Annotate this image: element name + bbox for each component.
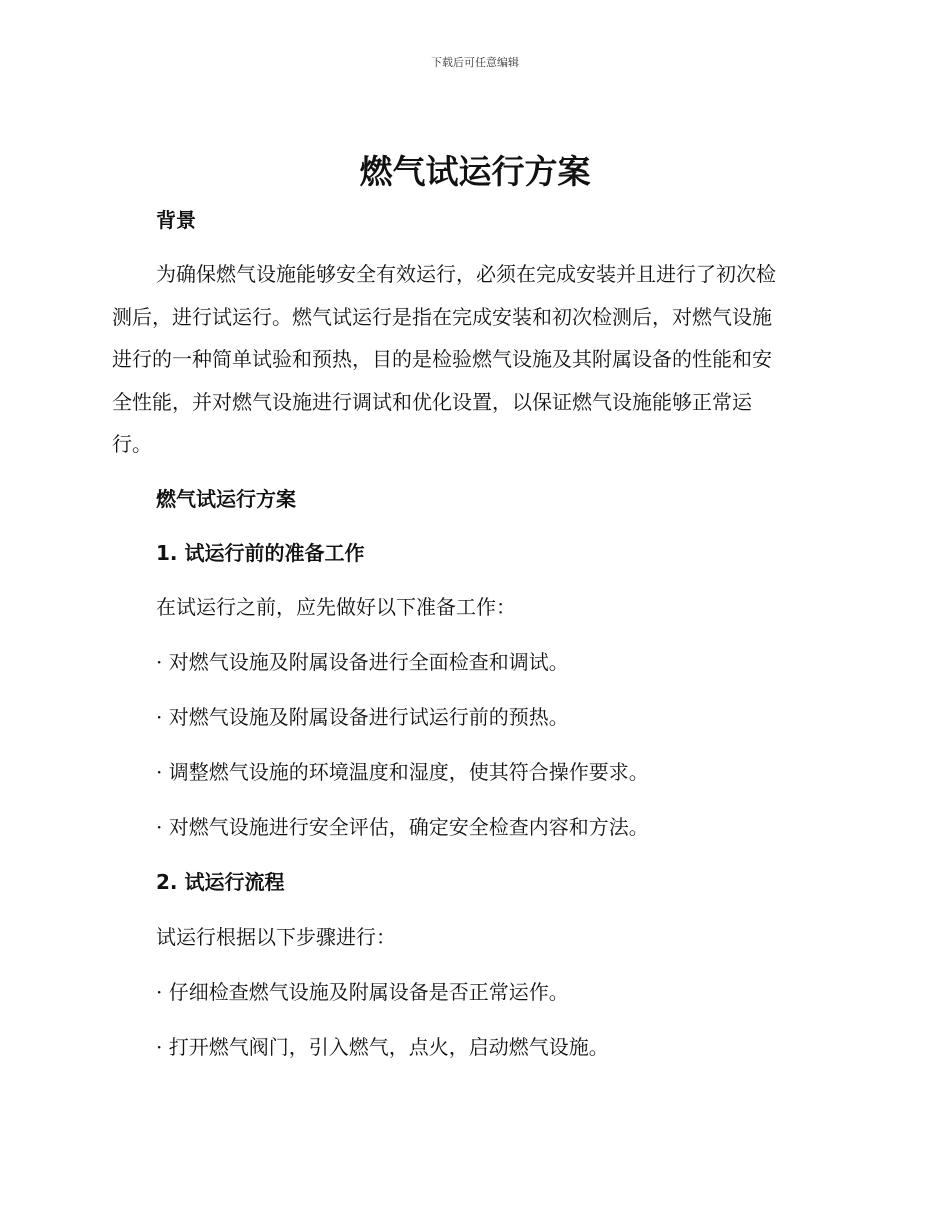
list-item: · 对燃气设施进行安全评估，确定安全检查内容和方法。	[156, 815, 649, 839]
flow-intro: 试运行根据以下步骤进行：	[156, 925, 396, 949]
paragraph-line: 测后，进行试运行。燃气试运行是指在完成安装和初次检测后，对燃气设施	[112, 304, 772, 329]
list-item: · 对燃气设施及附属设备进行试运行前的预热。	[156, 705, 569, 729]
flow-heading: 2. 试运行流程	[156, 870, 285, 894]
prep-heading: 1. 试运行前的准备工作	[156, 541, 365, 565]
paragraph-line: 行。	[112, 432, 152, 456]
list-item: · 对燃气设施及附属设备进行全面检查和调试。	[156, 650, 569, 674]
paragraph-line: 为确保燃气设施能够安全有效运行，必须在完成安装并且进行了初次检	[156, 262, 776, 286]
list-item: · 调整燃气设施的环境温度和湿度，使其符合操作要求。	[156, 760, 649, 784]
prep-intro: 在试运行之前，应先做好以下准备工作：	[156, 595, 516, 619]
paragraph-line: 全性能，并对燃气设施进行调试和优化设置，以保证燃气设施能够正常运	[112, 389, 752, 414]
background-paragraph	[112, 253, 832, 466]
background-heading: 背景	[156, 208, 196, 232]
list-item: · 仔细检查燃气设施及附属设备是否正常运作。	[156, 980, 569, 1004]
plan-heading: 燃气试运行方案	[156, 487, 296, 511]
document-title: 燃气试运行方案	[359, 152, 591, 191]
header-note: 下载后可任意编辑	[431, 56, 519, 69]
paragraph-line: 进行的一种简单试验和预热，目的是检验燃气设施及其附属设备的性能和安	[112, 347, 772, 371]
list-item: · 打开燃气阀门，引入燃气，点火，启动燃气设施。	[156, 1035, 609, 1059]
